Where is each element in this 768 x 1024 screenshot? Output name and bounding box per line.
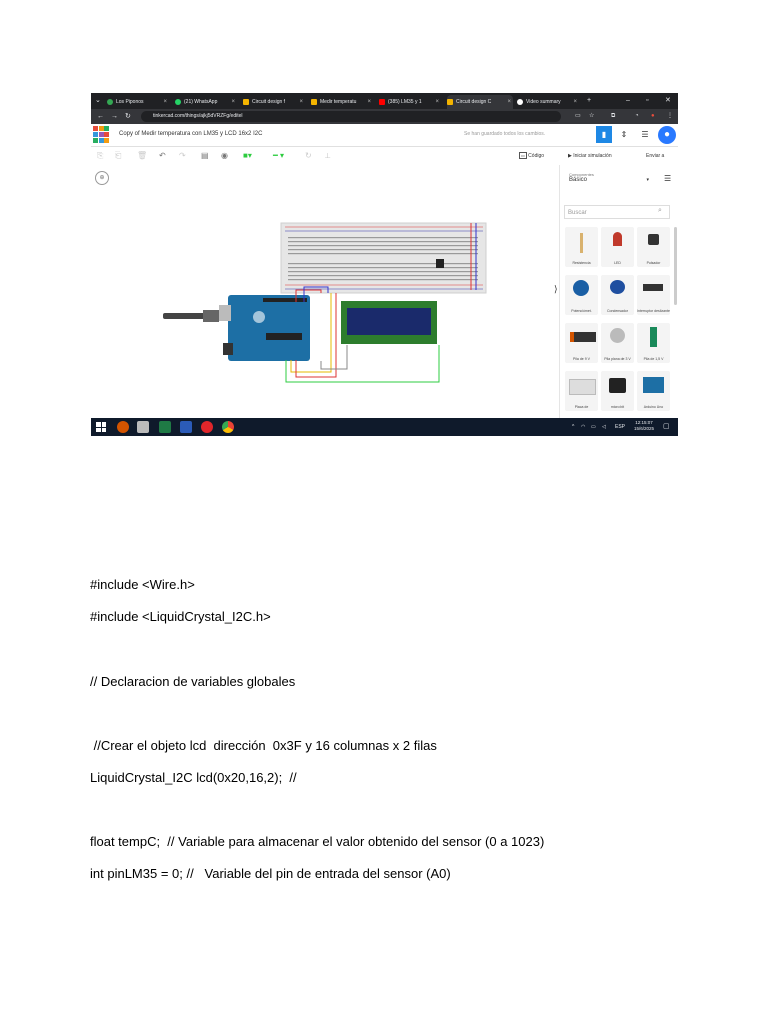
copy-icon[interactable]: ⎘ xyxy=(97,151,104,160)
lm35-sensor xyxy=(436,259,444,268)
component-slide-switch[interactable] xyxy=(637,275,670,315)
chrome-icon[interactable] xyxy=(222,421,234,433)
led-icon xyxy=(613,232,622,246)
window-close-icon[interactable]: ✕ xyxy=(665,97,671,104)
component-pushbutton[interactable] xyxy=(637,227,670,267)
start-simulation-button[interactable] xyxy=(568,150,612,162)
tab-favicon xyxy=(447,99,453,105)
back-icon[interactable]: ← xyxy=(97,113,104,120)
panel-scrollbar[interactable] xyxy=(674,227,677,305)
breadboard xyxy=(281,223,486,293)
save-status: Se han guardado todos los cambios. xyxy=(464,131,546,137)
browser-tab[interactable] xyxy=(107,95,169,109)
account-badge-icon[interactable]: ● xyxy=(651,113,655,119)
bookmark-star-icon[interactable]: ☆ xyxy=(589,113,595,119)
flip-icon[interactable]: ⟂ xyxy=(325,151,331,160)
new-tab-button[interactable]: + xyxy=(587,97,592,104)
play-icon: ▶ xyxy=(568,153,572,159)
tab-label: (21) WhatsApp xyxy=(184,99,218,105)
tab-favicon xyxy=(175,99,181,105)
send-label: Enviar a xyxy=(646,153,665,159)
chevron-down-icon: ▾ xyxy=(646,177,649,183)
color-picker-icon[interactable]: ■▾ xyxy=(243,151,252,160)
tab-label: (385) LM35 y 1 xyxy=(388,99,422,105)
component-potentiometer[interactable] xyxy=(565,275,598,315)
component-capacitor[interactable] xyxy=(601,275,634,315)
circuit-drawing[interactable] xyxy=(91,165,559,418)
components-panel xyxy=(559,165,678,418)
component-arduino-uno[interactable] xyxy=(637,371,670,411)
code-comment-line: //Crear el objeto lcd dirección 0x3F y 16 columnas x 2 filas xyxy=(90,738,437,753)
tray-arrow-icon[interactable]: ^ xyxy=(572,424,575,430)
code-line: int pinLM35 = 0; // Variable del pin de entrada del sensor (A0) xyxy=(90,866,451,881)
view-icon[interactable]: ◉ xyxy=(221,151,228,160)
rotate-icon[interactable]: ↻ xyxy=(305,151,312,160)
file-explorer-icon[interactable] xyxy=(137,421,149,433)
address-bar-row xyxy=(91,109,678,124)
tab-favicon xyxy=(311,99,317,105)
redo-icon[interactable]: ↷ xyxy=(179,151,186,160)
url-field[interactable]: tinkercad.com/things/ajkj5dVRZFg/editel xyxy=(141,111,561,122)
volume-icon[interactable]: ◁ xyxy=(602,424,606,430)
zoom-fit-icon[interactable]: ⊕ xyxy=(95,171,109,185)
reload-icon[interactable]: ↻ xyxy=(125,113,131,120)
tab-favicon xyxy=(243,99,249,105)
component-microbit[interactable] xyxy=(601,371,634,411)
menu-icon[interactable]: ⋮ xyxy=(667,113,673,119)
close-icon[interactable]: × xyxy=(367,99,371,105)
close-icon[interactable]: × xyxy=(299,99,303,105)
close-icon[interactable]: × xyxy=(435,99,439,105)
component-label: Pila plana de 3 V xyxy=(604,357,631,361)
notes-icon[interactable]: ▤ xyxy=(201,151,209,160)
component-label: Pulsador xyxy=(646,261,661,265)
breadboard-icon xyxy=(569,379,596,395)
excel-icon[interactable] xyxy=(159,421,171,433)
send-to-button[interactable] xyxy=(646,150,664,162)
components-dropdown[interactable] xyxy=(569,177,649,185)
component-label: LED xyxy=(614,261,621,265)
component-label: Condensador xyxy=(606,309,628,313)
undo-icon[interactable]: ↶ xyxy=(159,151,166,160)
browser-tab[interactable] xyxy=(311,95,373,109)
search-icon[interactable]: ⌕ xyxy=(658,207,662,214)
tab-favicon xyxy=(517,99,523,105)
close-icon[interactable]: × xyxy=(231,99,235,105)
clock[interactable] xyxy=(631,420,657,432)
code-line: #include <LiquidCrystal_I2C.h> xyxy=(90,609,271,624)
pushbutton-icon xyxy=(648,234,659,245)
profile-icon[interactable]: ◔ xyxy=(635,113,639,119)
close-icon[interactable]: × xyxy=(163,99,167,105)
code-label: Código xyxy=(528,153,545,159)
code-line: float tempC; // Variable para almacenar el valor obtenido del sensor (0 a 1023) xyxy=(90,834,545,849)
arduino-icon xyxy=(643,377,664,393)
language-indicator[interactable]: ESP xyxy=(615,424,626,430)
component-aa-battery[interactable] xyxy=(637,323,670,363)
tab-label: Los Piponos xyxy=(116,99,144,105)
close-icon[interactable]: × xyxy=(507,99,511,105)
component-label: Interruptor deslizante xyxy=(637,309,670,313)
component-resistor[interactable] xyxy=(565,227,598,267)
component-label: micro:bit xyxy=(610,405,625,409)
wifi-icon[interactable]: ◠ xyxy=(581,424,586,430)
restore-icon[interactable]: ▫ xyxy=(646,97,649,104)
browser-tab-active[interactable] xyxy=(447,95,513,109)
paste-icon[interactable]: ⎗ xyxy=(115,151,122,160)
component-label: Potenciómet. xyxy=(571,309,592,313)
microbit-icon xyxy=(609,378,626,393)
clock-date: 15/6/2025 xyxy=(633,426,655,431)
extensions-icon[interactable]: ⧉ xyxy=(611,113,616,119)
opera-icon[interactable] xyxy=(201,421,213,433)
component-label: Pila de 1,5 V xyxy=(643,357,664,361)
tinkercad-logo[interactable] xyxy=(93,126,109,144)
tab-label: Medir temperatu xyxy=(320,99,357,105)
browser-tab[interactable] xyxy=(175,95,237,109)
close-icon[interactable]: × xyxy=(573,99,577,105)
embedded-screenshot xyxy=(91,93,678,436)
collapse-panel-icon[interactable]: ⟩ xyxy=(554,284,558,294)
component-coin-cell[interactable] xyxy=(601,323,634,363)
usb-cable xyxy=(163,313,205,319)
windows-taskbar xyxy=(91,418,678,436)
tab-favicon xyxy=(379,99,385,105)
component-label: Arduino Uno xyxy=(643,405,664,409)
component-label: Pila de 9 V xyxy=(573,357,590,361)
tinkercad-header xyxy=(91,124,678,147)
notifications-icon[interactable]: ▢ xyxy=(663,423,670,430)
code-icon: ▭ xyxy=(521,153,525,158)
resistor-icon xyxy=(580,233,583,253)
tab-label: Circuit design f xyxy=(252,99,286,105)
tab-search-icon[interactable]: ⌄ xyxy=(95,97,101,104)
browser-tab[interactable] xyxy=(517,95,579,109)
circuit-workspace[interactable] xyxy=(91,165,559,418)
code-line: #include <Wire.h> xyxy=(90,577,195,592)
minimize-icon[interactable]: – xyxy=(626,97,630,104)
simulate-label: Iniciar simulación xyxy=(573,153,612,159)
wire-type-icon[interactable]: ━ ▾ xyxy=(273,151,285,160)
components-label: Componentes xyxy=(569,172,594,177)
tab-favicon xyxy=(107,99,113,105)
list-view-icon[interactable]: ☰ xyxy=(664,174,672,183)
aa-battery-icon xyxy=(650,327,657,347)
clock-time: 12:15:07 xyxy=(635,420,653,425)
component-label: Resistencia xyxy=(572,261,591,265)
arduino-uno xyxy=(228,295,310,361)
word-icon[interactable] xyxy=(180,421,192,433)
slide-switch-icon xyxy=(643,284,663,291)
search-input[interactable]: Buscar xyxy=(564,205,670,219)
tab-label: Circuit design C xyxy=(456,99,492,105)
component-9v-battery[interactable] xyxy=(565,323,598,363)
design-title[interactable]: Copy of Medir temperatura con LM35 y LCD 16x2 I2C xyxy=(119,131,263,137)
component-led[interactable] xyxy=(601,227,634,267)
coin-cell-icon xyxy=(610,328,625,343)
forward-icon[interactable]: → xyxy=(111,113,118,120)
cast-icon[interactable]: ▭ xyxy=(575,113,581,119)
code-line: LiquidCrystal_I2C lcd(0x20,16,2); // xyxy=(90,770,297,785)
battery-icon[interactable]: ▭ xyxy=(591,424,596,430)
capacitor-icon xyxy=(610,280,625,294)
delete-icon[interactable]: 🗑 xyxy=(137,151,148,160)
app-icon[interactable] xyxy=(117,421,129,433)
editor-toolbar xyxy=(91,147,678,165)
circuit-view-button[interactable]: ▮ xyxy=(596,126,612,143)
code-comment-line: // Declaracion de variables globales xyxy=(90,674,296,689)
code-button[interactable] xyxy=(519,150,544,162)
component-label: Placa de xyxy=(574,405,589,409)
potentiometer-icon xyxy=(573,280,589,296)
tab-label: Video summary xyxy=(526,99,561,105)
component-list-button[interactable]: ☰ xyxy=(641,130,649,139)
battery-9v-icon xyxy=(570,332,596,342)
avatar[interactable]: ● xyxy=(658,126,676,144)
windows-start-icon[interactable] xyxy=(96,422,106,432)
component-breadboard[interactable] xyxy=(565,371,598,411)
schematic-view-button[interactable]: ⇕ xyxy=(620,130,628,139)
browser-tab[interactable] xyxy=(243,95,305,109)
browser-tab[interactable] xyxy=(379,95,441,109)
browser-tab-strip xyxy=(91,93,678,109)
components-dropdown-value: Básico xyxy=(569,177,588,183)
